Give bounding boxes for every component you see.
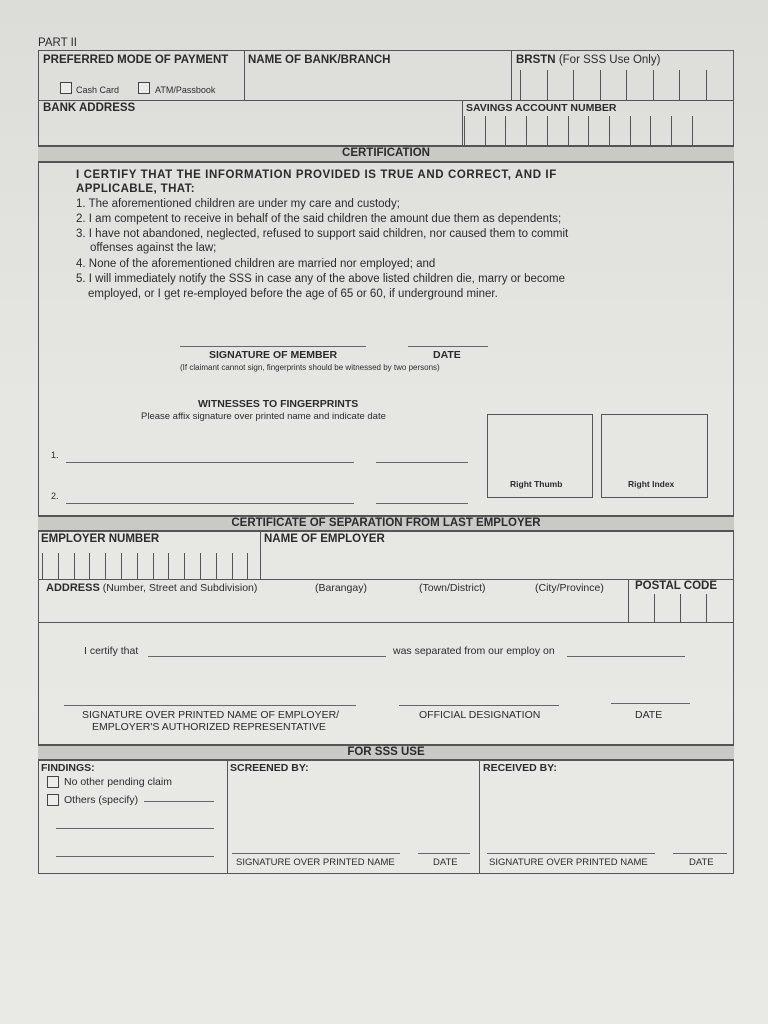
digit-separator [89,553,90,579]
official-designation-label: OFFICIAL DESIGNATION [419,709,541,721]
separated-person-line[interactable] [148,656,386,657]
brstn-label: BRSTN (For SSS Use Only) [516,54,661,66]
employer-sig-label-2: EMPLOYER'S AUTHORIZED REPRESENTATIVE [92,721,326,733]
digit-separator [547,116,548,146]
postal-code-label: POSTAL CODE [635,580,717,592]
screened-date-label: DATE [433,857,458,868]
screened-by-label: SCREENED BY: [230,762,309,774]
digit-separator [42,553,43,579]
received-by-label: RECEIVED BY: [483,762,557,774]
cert-item-3b: offenses against the law; [90,242,217,254]
digit-separator [588,116,589,146]
digit-separator [200,553,201,579]
witness-note: Please affix signature over printed name and indicate date [141,411,386,422]
no-pending-claim-label: No other pending claim [64,776,172,788]
witness-header: WITNESSES TO FINGERPRINTS [198,398,359,410]
no-pending-claim-checkbox[interactable] [47,776,59,788]
separated-text: was separated from our employ on [393,645,555,657]
findings-line-2[interactable] [56,856,214,857]
cert-intro-2: APPLICABLE, THAT: [76,183,196,195]
digit-separator [706,594,707,622]
cert-item-2: 2. I am competent to receive in behalf of the said children the amount due them as dependents; [76,213,562,225]
cert-item-5b: employed, or I get re-employed before the age of 65 or 60, if underground miner. [88,288,498,300]
bank-branch-label: NAME OF BANK/BRANCH [248,54,391,66]
digit-separator [153,553,154,579]
received-date-label: DATE [689,857,714,868]
city-label: (City/Province) [535,582,604,594]
barangay-label: (Barangay) [315,582,367,594]
certification-header: CERTIFICATION [38,146,734,162]
designation-line[interactable] [399,705,559,706]
digit-separator [485,116,486,146]
digit-separator [547,70,548,100]
digit-separator [671,116,672,146]
employer-signature-line[interactable] [64,705,356,706]
cash-card-checkbox[interactable] [60,82,72,94]
sss-use-header: FOR SSS USE [38,745,734,760]
digit-separator [58,553,59,579]
right-thumb-label: Right Thumb [510,479,563,489]
digit-separator [247,553,248,579]
digit-separator [680,594,681,622]
digit-separator [74,553,75,579]
employer-sig-label-1: SIGNATURE OVER PRINTED NAME OF EMPLOYER/ [82,709,340,721]
separation-date-line[interactable] [567,656,685,657]
others-checkbox[interactable] [47,794,59,806]
town-label: (Town/District) [419,582,486,594]
fingerprint-note: (If claimant cannot sign, fingerprints should be witnessed by two persons) [180,363,440,372]
digit-separator [679,70,680,100]
digit-separator [520,70,521,100]
digit-separator [692,116,693,146]
digit-separator [568,116,569,146]
certify-that-text: I certify that [84,645,139,657]
digit-separator [626,70,627,100]
separation-header: CERTIFICATE OF SEPARATION FROM LAST EMPLOYER [38,516,734,531]
digit-separator [464,116,465,146]
received-sig-label: SIGNATURE OVER PRINTED NAME [489,857,648,868]
atm-passbook-checkbox[interactable] [138,82,150,94]
screened-date-line[interactable] [418,853,470,854]
witness-1-date-line[interactable] [376,462,468,463]
digit-separator [184,553,185,579]
digit-separator [609,116,610,146]
bank-address-label: BANK ADDRESS [43,102,136,114]
cert-item-3: 3. I have not abandoned, neglected, refused to support said children, nor caused them to commit [76,228,569,240]
cert-intro-1: I CERTIFY THAT THE INFORMATION PROVIDED IS TRUE AND CORRECT, AND IF [76,169,557,181]
digit-separator [653,70,654,100]
member-date-line[interactable] [408,346,488,347]
digit-baseline [42,579,247,580]
digit-separator [706,70,707,100]
digit-separator [216,553,217,579]
member-signature-line[interactable] [180,346,366,347]
witness-1-signature-line[interactable] [66,462,354,463]
member-date-label: DATE [433,349,461,361]
address-label-group: ADDRESS (Number, Street and Subdivision) [46,582,258,594]
received-signature-line[interactable] [487,853,655,854]
part-label: PART II [38,37,77,49]
digit-separator [232,553,233,579]
digit-separator [505,116,506,146]
digit-separator [105,553,106,579]
cash-card-label: Cash Card [76,85,120,95]
witness-number-2: 2. [51,491,59,501]
cert-item-1: 1. The aforementioned children are under my care and custody; [76,198,400,210]
payment-mode-header: PREFERRED MODE OF PAYMENT [43,54,229,66]
findings-label: FINDINGS: [41,762,95,774]
findings-line-1[interactable] [56,828,214,829]
savings-account-label: SAVINGS ACCOUNT NUMBER [466,102,617,114]
employer-date-label: DATE [635,709,663,721]
digit-separator [600,70,601,100]
cert-item-4: 4. None of the aforementioned children are married nor employed; and [76,258,436,270]
signature-of-member-label: SIGNATURE OF MEMBER [209,349,338,361]
employer-number-label: EMPLOYER NUMBER [41,533,160,545]
digit-separator [654,594,655,622]
cert-item-5: 5. I will immediately notify the SSS in case any of the above listed children die, marry or become [76,273,565,285]
witness-2-signature-line[interactable] [66,503,354,504]
others-label: Others (specify) [64,794,139,806]
screened-signature-line[interactable] [232,853,400,854]
digit-separator [526,116,527,146]
witness-2-date-line[interactable] [376,503,468,504]
digit-separator [630,116,631,146]
right-index-label: Right Index [628,479,675,489]
employer-date-line[interactable] [611,703,690,704]
digit-separator [121,553,122,579]
digit-separator [650,116,651,146]
employer-name-label: NAME OF EMPLOYER [264,533,385,545]
digit-separator [137,553,138,579]
others-specify-line[interactable] [144,801,214,802]
screened-sig-label: SIGNATURE OVER PRINTED NAME [236,857,395,868]
received-date-line[interactable] [673,853,727,854]
digit-separator [573,70,574,100]
digit-separator [168,553,169,579]
atm-passbook-label: ATM/Passbook [155,85,216,95]
witness-number-1: 1. [51,450,59,460]
